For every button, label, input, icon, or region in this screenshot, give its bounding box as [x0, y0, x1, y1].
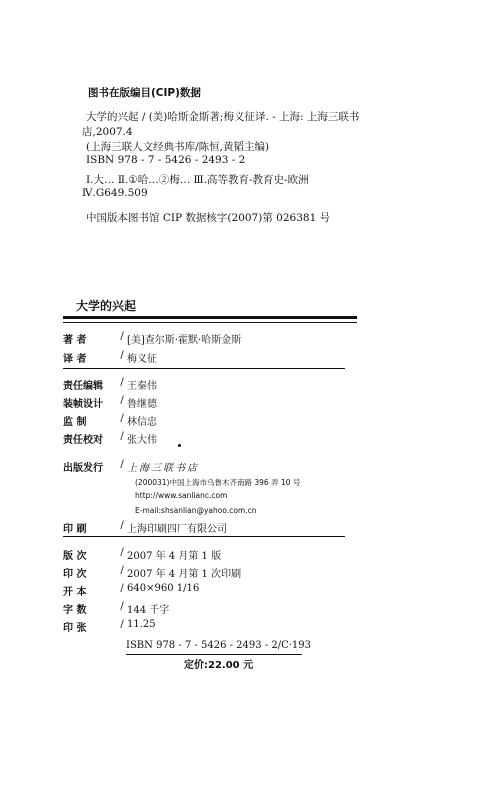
format-value: 640×960 1/16	[127, 583, 200, 594]
printer-label: 印 刷	[63, 524, 87, 535]
format-row	[63, 583, 199, 598]
printer-rule	[63, 536, 345, 537]
separator: /	[120, 601, 124, 612]
designer-label: 装帧设计	[63, 399, 103, 410]
translator-label: 译 者	[63, 354, 87, 365]
title-rule-thick	[63, 316, 357, 319]
cip-line-date: 店,2007.4	[82, 126, 133, 138]
supervisor-label: 监 制	[63, 417, 87, 428]
publisher-email: E-mail:shsanlian@yahoo.com.cn	[135, 506, 257, 515]
format-label: 开 本	[63, 587, 87, 598]
cip-heading: 图书在版编目(CIP)数据	[88, 87, 201, 99]
proofreader-row	[63, 431, 157, 446]
wordcount-label: 字 数	[63, 605, 87, 616]
wordcount-row	[63, 601, 169, 616]
title-rule-thin	[63, 322, 357, 323]
separator: /	[120, 547, 124, 558]
cip-line-classification: Ⅳ.G649.509	[82, 187, 148, 199]
separator: /	[120, 583, 124, 594]
designer-value: 鲁继德	[127, 399, 157, 410]
supervisor-value: 林信忠	[127, 417, 157, 428]
printing-row	[63, 565, 241, 580]
edition-row	[63, 547, 221, 562]
wordcount-value: 144 千字	[127, 605, 170, 616]
separator: /	[120, 350, 124, 361]
editor-value: 王秦伟	[127, 381, 157, 392]
sheets-row	[63, 619, 156, 634]
author-value: [美]查尔斯·霍默·哈斯金斯	[127, 335, 242, 346]
editor-row	[63, 377, 157, 392]
separator: /	[120, 331, 124, 342]
edition-label: 版 次	[63, 551, 87, 562]
publisher-website: http://www.sanlianc.com	[135, 491, 228, 500]
sheets-label: 印 张	[63, 623, 87, 634]
proofreader-value: 张大伟	[127, 435, 157, 446]
publisher-label: 出版发行	[63, 463, 103, 474]
separator: /	[120, 619, 124, 630]
translator-row	[63, 350, 157, 365]
separator: /	[120, 413, 124, 424]
print-speck	[178, 444, 181, 447]
publisher-address: (200031)中国上海市乌鲁木齐南路 396 弄 10 号	[135, 478, 301, 487]
publisher-row	[63, 459, 199, 474]
edition-value: 2007 年 4 月第 1 版	[127, 551, 222, 562]
cip-line-record-number: 中国版本图书馆 CIP 数据核字(2007)第 026381 号	[86, 212, 331, 224]
isbn-line: ISBN 978 - 7 - 5426 - 2493 - 2/C·193	[126, 640, 312, 651]
printer-value: 上海印刷四厂有限公司	[127, 524, 227, 535]
price: 定价:22.00 元	[184, 660, 254, 671]
printing-label: 印 次	[63, 569, 87, 580]
separator: /	[120, 459, 124, 470]
cip-line-series: (上海三联人文经典书库/陈恒,黄韬主编)	[86, 141, 270, 153]
separator: /	[120, 565, 124, 576]
proofreader-label: 责任校对	[63, 435, 103, 446]
sheets-value: 11.25	[127, 619, 156, 630]
isbn-rule	[126, 654, 302, 655]
credits-rule	[63, 368, 345, 369]
separator: /	[120, 395, 124, 406]
translator-value: 梅义征	[127, 354, 157, 365]
cip-line-isbn: ISBN 978 - 7 - 5426 - 2493 - 2	[86, 154, 246, 166]
printer-row	[63, 520, 227, 535]
separator: /	[120, 520, 124, 531]
editor-label: 责任编辑	[63, 381, 103, 392]
printing-value: 2007 年 4 月第 1 次印刷	[127, 569, 242, 580]
designer-row	[63, 395, 157, 410]
supervisor-row	[63, 413, 157, 428]
book-title: 大学的兴起	[76, 299, 137, 313]
cip-line-subjects: Ⅰ.大… Ⅱ.①哈…②梅… Ⅲ.高等教育-教育史-欧洲	[86, 174, 309, 186]
publisher-name: 上海三联书店	[127, 463, 199, 474]
author-row	[63, 331, 241, 346]
separator: /	[120, 431, 124, 442]
cip-line-title: 大学的兴起 / (美)哈斯金斯著;梅义征译. - 上海: 上海三联书	[86, 111, 360, 123]
author-label: 著 者	[63, 335, 87, 346]
separator: /	[120, 377, 124, 388]
